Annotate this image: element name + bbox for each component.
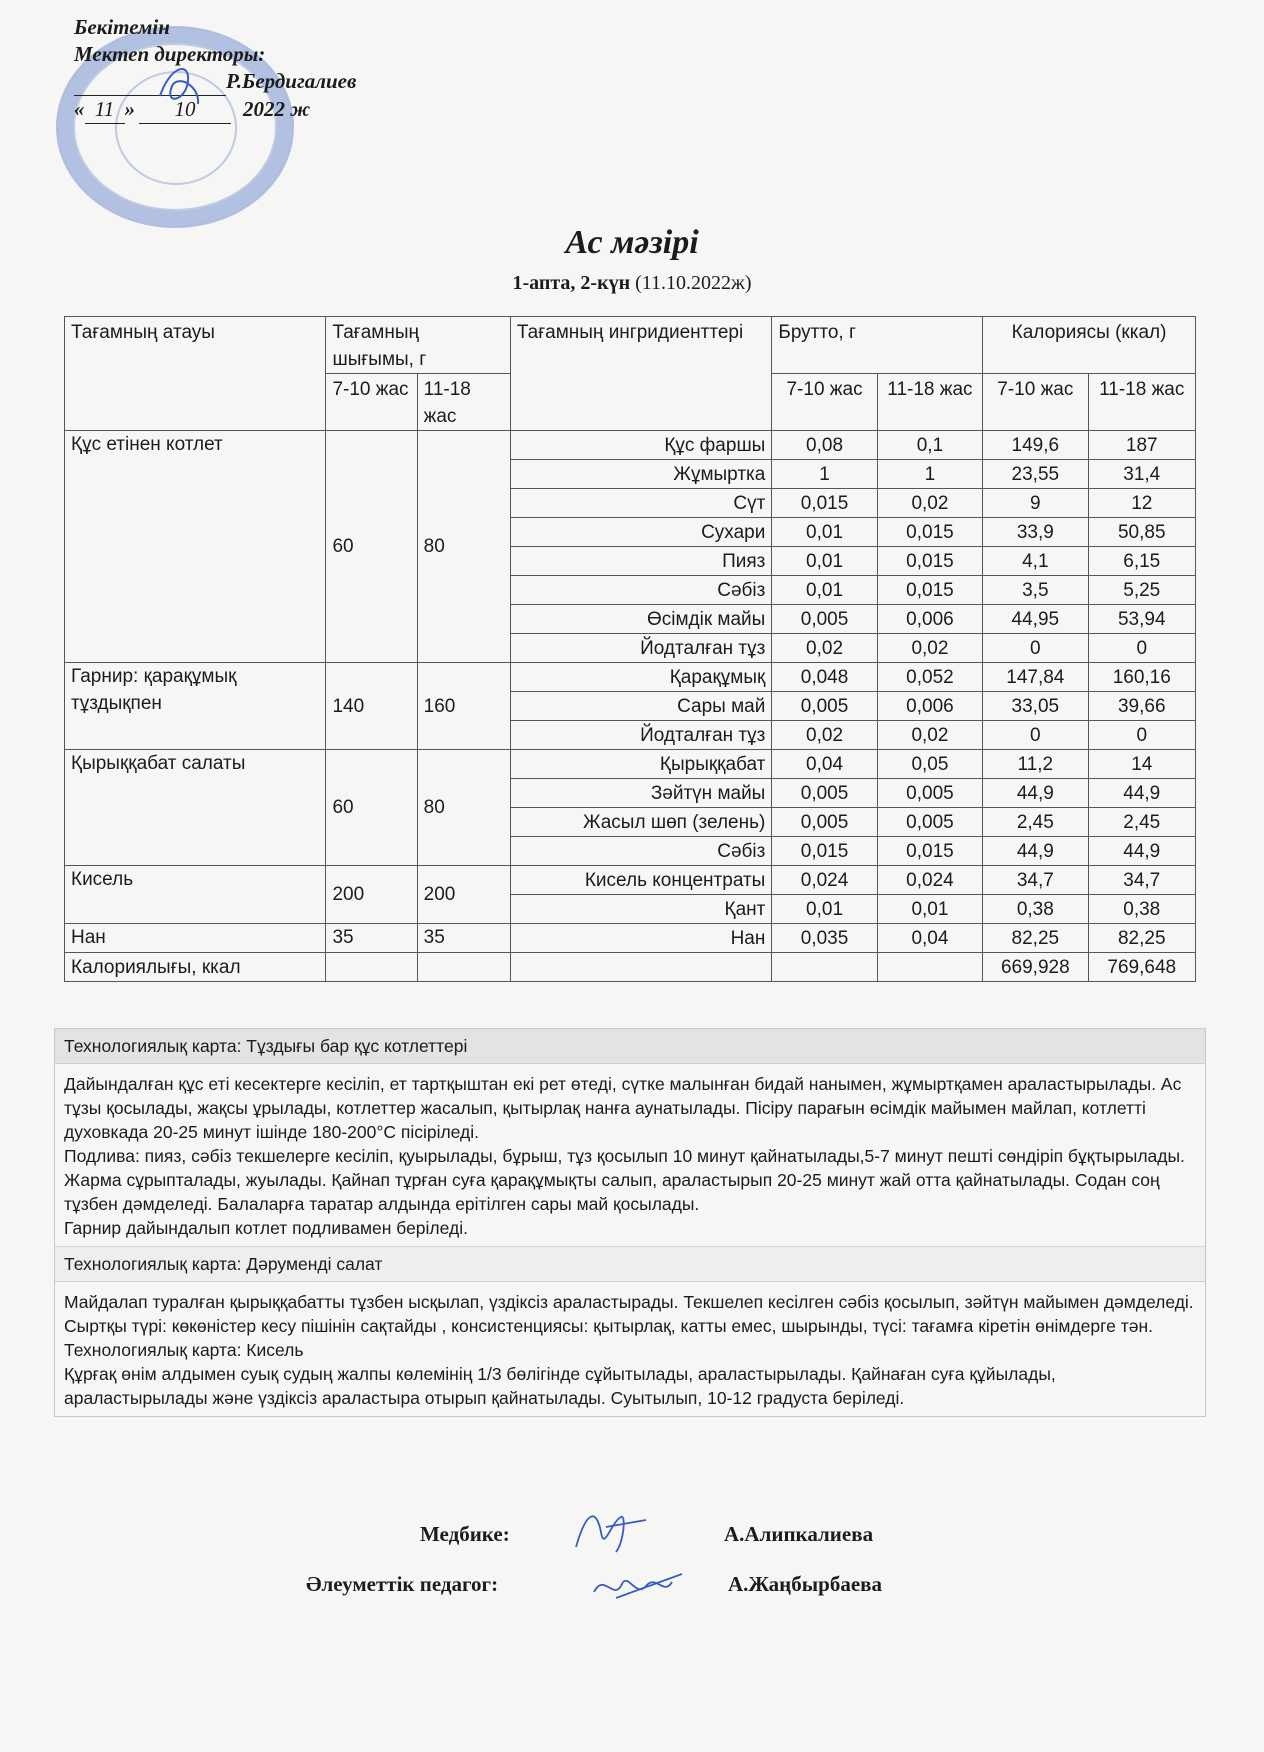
date-close-quote: » <box>124 97 135 121</box>
social-pedagogue-name: А.Жаңбырбаева <box>728 1572 882 1596</box>
gross-age1: 0,005 <box>772 692 877 721</box>
header-yield-age1: 7-10 жас <box>326 374 417 431</box>
gross-age2: 0,015 <box>877 837 982 866</box>
ingredient-name: Йодталған тұз <box>510 634 771 663</box>
table-row <box>65 924 1196 953</box>
date-day: 11 <box>85 96 125 124</box>
total-empty <box>510 953 771 982</box>
header-calories: Калориясы (ккал) <box>983 317 1196 374</box>
header-gross-age1: 7-10 жас <box>772 374 877 431</box>
ingredient-name: Сухари <box>510 518 771 547</box>
gross-age2: 0,015 <box>877 518 982 547</box>
ingredient-name: Сүт <box>510 489 771 518</box>
ingredient-name: Қарақұмық <box>510 663 771 692</box>
cal-age2: 6,15 <box>1088 547 1195 576</box>
gross-age1: 0,02 <box>772 721 877 750</box>
gross-age1: 0,01 <box>772 547 877 576</box>
page-subtitle <box>0 272 1264 295</box>
tech-card2-body <box>55 1282 1205 1416</box>
ingredient-name: Кисель концентраты <box>510 866 771 895</box>
gross-age1: 0,005 <box>772 605 877 634</box>
ingredient-name: Қант <box>510 895 771 924</box>
technology-cards <box>54 1028 1206 1417</box>
dish-yield1: 200 <box>326 866 417 924</box>
total-empty <box>326 953 417 982</box>
cal-age2: 14 <box>1088 750 1195 779</box>
gross-age1: 0,024 <box>772 866 877 895</box>
gross-age1: 1 <box>772 460 877 489</box>
cal-age2: 31,4 <box>1088 460 1195 489</box>
gross-age2: 0,05 <box>877 750 982 779</box>
cal-age1: 33,9 <box>983 518 1088 547</box>
cal-age1: 33,05 <box>983 692 1088 721</box>
page-title: Ас мәзірі <box>565 224 699 261</box>
ingredient-name: Сары май <box>510 692 771 721</box>
ingredient-name: Йодталған тұз <box>510 721 771 750</box>
cal-age1: 0 <box>983 634 1088 663</box>
total-cal-age2: 769,648 <box>1088 953 1195 982</box>
tech-card1-line: Гарнир дайындалып котлет подливамен беріледі. <box>64 1218 468 1238</box>
ingredient-name: Өсімдік майы <box>510 605 771 634</box>
gross-age2: 0,1 <box>877 431 982 460</box>
cal-age1: 2,45 <box>983 808 1088 837</box>
nurse-signature <box>566 1502 666 1562</box>
gross-age1: 0,005 <box>772 808 877 837</box>
ingredient-name: Сәбіз <box>510 837 771 866</box>
dish-yield1: 140 <box>326 663 417 750</box>
ingredient-name: Жасыл шөп (зелень) <box>510 808 771 837</box>
cal-age1: 82,25 <box>983 924 1088 953</box>
cal-age1: 23,55 <box>983 460 1088 489</box>
gross-age1: 0,015 <box>772 489 877 518</box>
gross-age1: 0,01 <box>772 895 877 924</box>
gross-age2: 0,04 <box>877 924 982 953</box>
tech-card1-line: Подлива: пияз, сәбіз текшелерге кесіліп, қуырылады, бұрыш, тұз қосылып 10 минут қайнатылады,5-7 минут пешті сөндіріп бұқтырылады. <box>64 1146 1185 1166</box>
cal-age1: 4,1 <box>983 547 1088 576</box>
cal-age1: 0,38 <box>983 895 1088 924</box>
tech-card1-title: Технологиялық карта: Тұздығы бар құс котлеттері <box>55 1029 1205 1064</box>
cal-age2: 0,38 <box>1088 895 1195 924</box>
cal-age2: 34,7 <box>1088 866 1195 895</box>
gross-age2: 0,015 <box>877 547 982 576</box>
gross-age2: 0,015 <box>877 576 982 605</box>
date-month: 10 <box>139 96 231 124</box>
total-cal-age1: 669,928 <box>983 953 1088 982</box>
dish-name: Нан <box>65 924 326 953</box>
dish-name: Құс етінен котлет <box>65 431 326 663</box>
tech-card1-line: Дайындалған құс еті кесектерге кесіліп, ет тартқыштан екі рет өтеді, сүтке малынған бидай нанымен, жұмыртқамен араластырылады. Ас тұзы қосылады, жақсы ұрылады, котлеттер жасалып, қытырлақ нанға аунатылады. Пісіру парағын өсімдік майымен майлап, котлетті духовкада 20-25 минут ішінде 180-200°С пісіріледі. <box>64 1074 1182 1142</box>
approval-block <box>74 14 356 124</box>
ingredient-name: Сәбіз <box>510 576 771 605</box>
gross-age2: 0,005 <box>877 779 982 808</box>
cal-age2: 39,66 <box>1088 692 1195 721</box>
total-empty <box>417 953 510 982</box>
cal-age2: 12 <box>1088 489 1195 518</box>
ingredient-name: Қырыққабат <box>510 750 771 779</box>
total-row <box>65 953 1196 982</box>
tech-card1-line: Жарма сұрыпталады, жуылады. Қайнап тұрған суға қарақұмықты салып, араластырып 20-25 минут жай отта қайнатылады. Содан соң тұзбен дәмделеді. Балаларға таратар алдында ерітілген сары май қосылады. <box>64 1170 1160 1214</box>
cal-age2: 0 <box>1088 721 1195 750</box>
cal-age2: 2,45 <box>1088 808 1195 837</box>
gross-age2: 0,006 <box>877 692 982 721</box>
ingredient-name: Нан <box>510 924 771 953</box>
gross-age1: 0,035 <box>772 924 877 953</box>
director-signature <box>150 56 210 116</box>
total-empty <box>877 953 982 982</box>
gross-age1: 0,015 <box>772 837 877 866</box>
cal-age1: 11,2 <box>983 750 1088 779</box>
tech-card2-title: Технологиялық карта: Дәруменді салат <box>55 1247 1205 1282</box>
date-year: 2022 ж <box>243 97 311 121</box>
gross-age2: 0,005 <box>877 808 982 837</box>
dish-yield2: 80 <box>417 431 510 663</box>
cal-age1: 0 <box>983 721 1088 750</box>
cal-age2: 82,25 <box>1088 924 1195 953</box>
gross-age2: 0,02 <box>877 721 982 750</box>
cal-age1: 34,7 <box>983 866 1088 895</box>
header-yield-age2: 11-18 жас <box>417 374 510 431</box>
social-pedagogue-signature <box>586 1562 696 1610</box>
header-gross-age2: 11-18 жас <box>877 374 982 431</box>
cal-age2: 5,25 <box>1088 576 1195 605</box>
gross-age1: 0,048 <box>772 663 877 692</box>
tech-card1-body <box>55 1064 1205 1247</box>
dish-yield1: 60 <box>326 431 417 663</box>
gross-age1: 0,01 <box>772 518 877 547</box>
gross-age1: 0,02 <box>772 634 877 663</box>
cal-age1: 147,84 <box>983 663 1088 692</box>
dish-yield2: 35 <box>417 924 510 953</box>
header-cal-age1: 7-10 жас <box>983 374 1088 431</box>
gross-age2: 0,01 <box>877 895 982 924</box>
cal-age2: 187 <box>1088 431 1195 460</box>
dish-name: Қырыққабат салаты <box>65 750 326 866</box>
header-cal-age2: 11-18 жас <box>1088 374 1195 431</box>
week-day: 1-апта, 2-күн <box>512 272 631 294</box>
dish-yield1: 60 <box>326 750 417 866</box>
menu-date: (11.10.2022ж) <box>635 272 752 294</box>
tech-card2-line: Құрғақ өнім алдымен суық судың жалпы көлемінің 1/3 бөлігінде сұйытылады, араластырылады. Қайнаған суға құйылады, араластырылады және үздіксіз араластыра отырып қайнатылады. Суытылып, 10-12 градуста беріледі. <box>64 1364 1056 1408</box>
gross-age2: 0,02 <box>877 634 982 663</box>
ingredient-name: Зәйтүн майы <box>510 779 771 808</box>
total-label: Калориялығы, ккал <box>65 953 326 982</box>
cal-age2: 0 <box>1088 634 1195 663</box>
gross-age2: 0,052 <box>877 663 982 692</box>
menu-table <box>64 316 1196 982</box>
nurse-name: А.Алипкалиева <box>724 1522 874 1546</box>
cal-age2: 50,85 <box>1088 518 1195 547</box>
director-name: Р.Бердигалиев <box>226 69 357 93</box>
total-empty <box>772 953 877 982</box>
dish-yield2: 160 <box>417 663 510 750</box>
ingredient-name: Жұмыртка <box>510 460 771 489</box>
cal-age1: 44,95 <box>983 605 1088 634</box>
header-dish: Тағамның атауы <box>65 317 326 431</box>
table-row <box>65 663 1196 692</box>
approval-line1: Бекітемін <box>74 15 170 39</box>
cal-age2: 160,16 <box>1088 663 1195 692</box>
ingredient-name: Құс фаршы <box>510 431 771 460</box>
social-pedagogue-role: Әлеуметтік педагог: <box>306 1572 499 1596</box>
table-row <box>65 866 1196 895</box>
gross-age2: 0,024 <box>877 866 982 895</box>
header-gross: Брутто, г <box>772 317 983 374</box>
header-ingredients: Тағамның ингридиенттері <box>510 317 771 431</box>
gross-age1: 0,005 <box>772 779 877 808</box>
table-row <box>65 750 1196 779</box>
dish-name: Гарнир: қарақұмық тұздықпен <box>65 663 326 750</box>
dish-name: Кисель <box>65 866 326 924</box>
dish-yield2: 80 <box>417 750 510 866</box>
dish-yield2: 200 <box>417 866 510 924</box>
cal-age2: 44,9 <box>1088 779 1195 808</box>
tech-card2-line: Технологиялық карта: Кисель <box>64 1340 304 1360</box>
cal-age1: 3,5 <box>983 576 1088 605</box>
gross-age1: 0,08 <box>772 431 877 460</box>
header-yield: Тағамның шығымы, г <box>326 317 510 374</box>
cal-age1: 9 <box>983 489 1088 518</box>
cal-age1: 149,6 <box>983 431 1088 460</box>
cal-age2: 44,9 <box>1088 837 1195 866</box>
table-row <box>65 431 1196 460</box>
cal-age1: 44,9 <box>983 779 1088 808</box>
cal-age2: 53,94 <box>1088 605 1195 634</box>
approval-line2: Мектеп директоры: <box>74 42 266 66</box>
dish-yield1: 35 <box>326 924 417 953</box>
date-open-quote: « <box>74 97 85 121</box>
cal-age1: 44,9 <box>983 837 1088 866</box>
gross-age1: 0,04 <box>772 750 877 779</box>
gross-age2: 1 <box>877 460 982 489</box>
gross-age2: 0,02 <box>877 489 982 518</box>
nurse-role: Медбике: <box>420 1522 510 1546</box>
gross-age1: 0,01 <box>772 576 877 605</box>
tech-card2-line: Майдалап туралған қырыққабатты тұзбен ысқылап, үздіксіз араластырады. Текшелеп кесілген сәбіз қосылып, зәйтүн майымен дәмделеді. Сыртқы түрі: көкөністер кесу пішінін сақтайды , консистенциясы: қытырлақ, катты емес, шырынды, түсі: тағамға кіретін өнімдерге тән. <box>64 1292 1194 1336</box>
ingredient-name: Пияз <box>510 547 771 576</box>
gross-age2: 0,006 <box>877 605 982 634</box>
